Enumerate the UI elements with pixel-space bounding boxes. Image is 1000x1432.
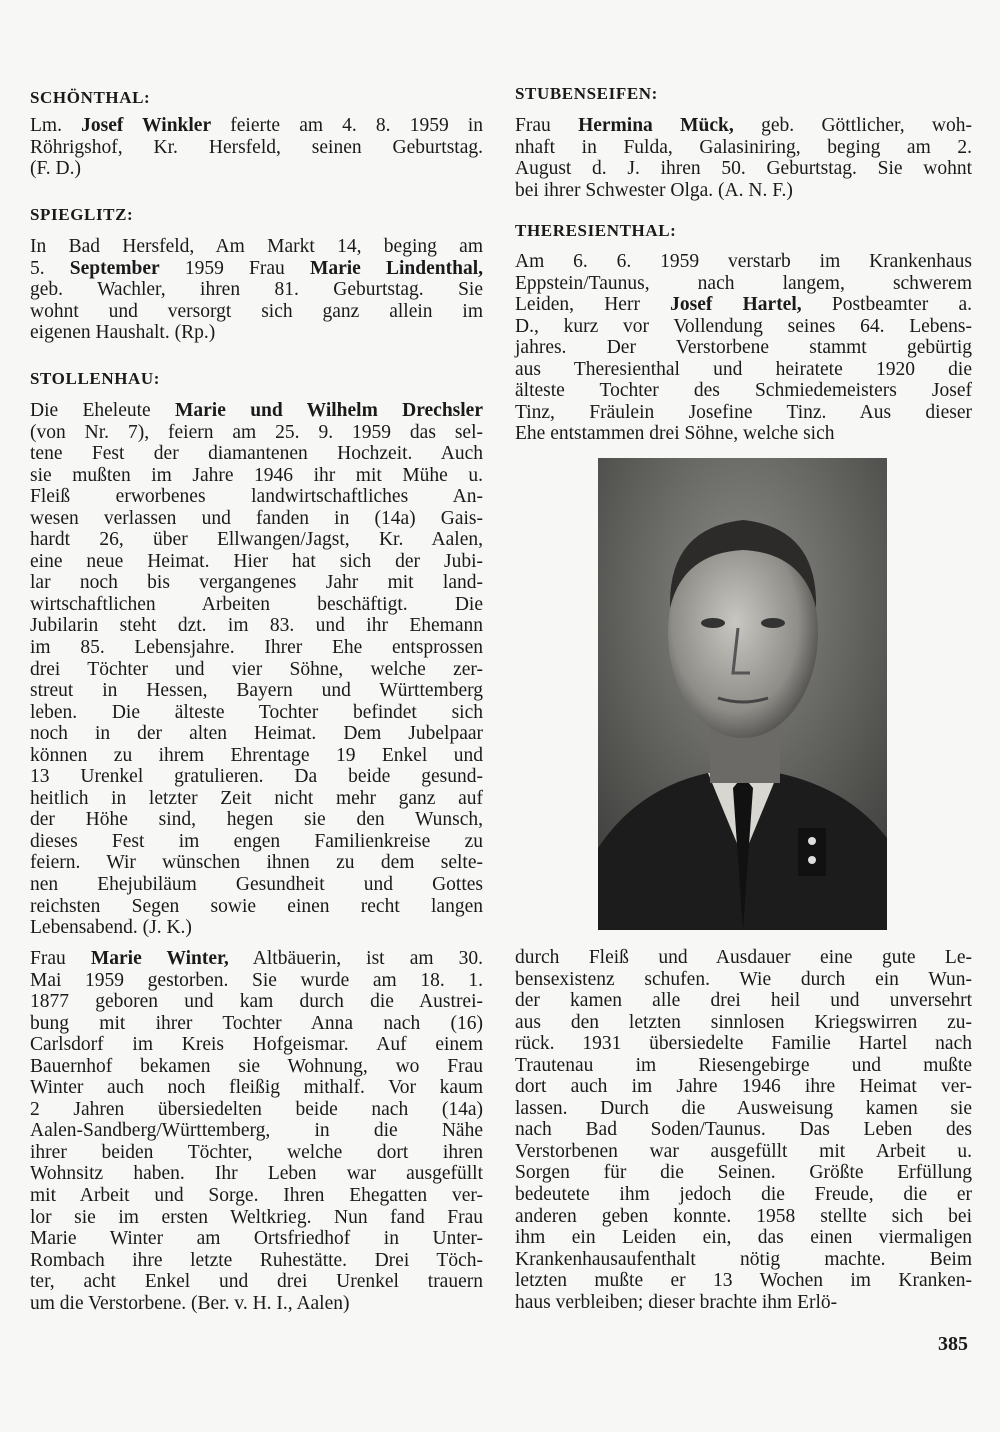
text-line: Ehe entstammen drei Söhne, welche sich: [515, 423, 835, 445]
paragraph: [30, 236, 483, 344]
text-line: ihm ein Leiden ein, das einen viermaligen: [515, 1227, 972, 1249]
text-line: nach Bad Soden/Taunus. Das Leben des: [515, 1119, 972, 1141]
paragraph: [30, 400, 483, 939]
text-line: anderen geben konnte. 1958 stellte sich bei: [515, 1205, 972, 1227]
text-line: Marie Winter am Ortsfriedhof in Unter-: [30, 1228, 483, 1250]
text-line: Trautenau im Riesengebirge und mußte: [515, 1054, 972, 1076]
text-line: ihrer beiden Töchter, welche dort ihren: [30, 1141, 483, 1163]
text-line: tene Fest der diamantenen Hochzeit. Auch: [30, 443, 483, 465]
text-line: drei Töchter und vier Söhne, welche zer-: [30, 658, 483, 680]
section-heading: THERESIENTHAL:: [515, 221, 677, 240]
person-name: Marie Winter,: [90, 948, 229, 969]
paragraph: [515, 947, 972, 1313]
text-line: jahres. Der Verstorbene stammt gebürtig: [515, 337, 972, 359]
paragraph: [515, 115, 972, 201]
text-line: Röhrigshof, Kr. Hersfeld, seinen Geburtstag.: [30, 136, 483, 158]
section-heading: SCHÖNTHAL:: [30, 88, 151, 107]
text-line: hardt 26, über Ellwangen/Jagst, Kr. Aalen,: [30, 529, 483, 551]
text-line: D., kurz vor Vollendung seines 64. Lebens-: [515, 315, 972, 337]
text-line: ter, acht Enkel und drei Urenkel trauern: [30, 1271, 483, 1293]
text-line: Carlsdorf im Kreis Hofgeismar. Auf einem: [30, 1034, 483, 1056]
text-line: Winter auch noch fleißig mithalf. Vor kaum: [30, 1077, 483, 1099]
text-line: sie mußten im Jahre 1946 ihr mit Mühe u.: [30, 464, 483, 486]
text-segment: Frau: [30, 948, 91, 969]
text-line: noch in der alten Heimat. Dem Jubelpaar: [30, 723, 483, 745]
text-line: [515, 115, 972, 137]
text-segment: Die Eheleute: [30, 400, 175, 421]
text-line: August d. J. ihren 50. Geburtstag. Sie wohnt: [515, 158, 972, 180]
text-line: Krankenhausaufenthalt nötig machte. Beim: [515, 1248, 972, 1270]
text-segment: 1959 Frau: [159, 257, 310, 279]
text-line: der Höhe sind, hegen sie den Wunsch,: [30, 809, 483, 831]
portrait-photo: [598, 458, 887, 930]
text-line: wohnt und versorgt sich ganz allein im: [30, 300, 483, 322]
text-line: bensexistenz schufen. Wie durch ein Wun-: [515, 968, 972, 990]
text-line: feiern. Wir wünschen ihnen zu dem selte-: [30, 852, 483, 874]
text-line: nen Ehejubiläum Gesundheit und Gottes: [30, 874, 483, 896]
text-line: heitlich in letzter Zeit nicht mehr ganz auf: [30, 787, 483, 809]
text-line: dort auch im Jahre 1946 ihre Heimat ver-: [515, 1076, 972, 1098]
text-line: Eppstein/Taunus, nach langem, schwerem: [515, 272, 972, 294]
text-line: Jubilarin steht dzt. im 83. und ihr Ehemann: [30, 615, 483, 637]
text-line: können zu ihrem Ehrentage 19 Enkel und: [30, 744, 483, 766]
text-segment: Lm.: [30, 115, 82, 136]
text-line: bei ihrer Schwester Olga. (A. N. F.): [515, 179, 793, 201]
text-segment: Frau: [515, 115, 579, 136]
paragraph: [30, 948, 483, 1314]
text-line: um die Verstorbene. (Ber. v. H. I., Aalen): [30, 1292, 350, 1314]
person-name: Hermina Mück,: [578, 115, 734, 136]
text-line: aus den letzten sinnlosen Kriegswirren zu-: [515, 1011, 972, 1033]
text-line: [30, 948, 483, 970]
text-line: 1877 geboren und kam durch die Austrei-: [30, 991, 483, 1013]
text-line: Verstorbenen war ausgefüllt mit Arbeit u.: [515, 1140, 972, 1162]
text-segment: feierte am 4. 8. 1959 in: [211, 115, 483, 136]
text-segment: Leiden, Herr: [515, 294, 671, 316]
paragraph: [30, 115, 483, 180]
section-heading: STUBENSEIFEN:: [515, 84, 658, 103]
text-line: [30, 115, 483, 137]
text-line: nhaft in Fulda, Galasiniring, beging am 2.: [515, 136, 972, 158]
paragraph: [515, 251, 972, 445]
text-line: In Bad Hersfeld, Am Markt 14, beging am: [30, 236, 483, 257]
text-line: Am 6. 6. 1959 verstarb im Krankenhaus: [515, 251, 972, 272]
text-line: im 85. Lebensjahre. Ihrer Ehe entsprossen: [30, 637, 483, 659]
text-line: Wohnsitz haben. Ihr Leben war ausgefüllt: [30, 1163, 483, 1185]
text-line: Bauernhof bekamen sie Wohnung, wo Frau: [30, 1055, 483, 1077]
section-heading: SPIEGLITZ:: [30, 205, 134, 224]
text-line: haus verbleiben; dieser brachte ihm Erlö-: [515, 1291, 838, 1313]
text-line: 13 Urenkel gratulieren. Da beide gesund-: [30, 766, 483, 788]
text-line: älteste Tochter des Schmiedemeisters Josef: [515, 380, 972, 402]
text-segment: Postbeamter a.: [801, 294, 972, 316]
text-line: eine neue Heimat. Hier hat sich der Jubi-: [30, 550, 483, 572]
text-line: Tinz, Fräulein Josefine Tinz. Aus dieser: [515, 401, 972, 423]
text-line: (F. D.): [30, 158, 81, 180]
text-line: mit Arbeit und Sorge. Ihren Ehegatten ver-: [30, 1185, 483, 1207]
text-segment: geb. Göttlicher, woh-: [733, 115, 972, 136]
text-line: bung mit ihrer Tochter Anna nach (16): [30, 1012, 483, 1034]
text-line: (von Nr. 7), feiern am 25. 9. 1959 das sel-: [30, 421, 483, 443]
text-line: lar noch bis vergangenes Jahr mit land-: [30, 572, 483, 594]
text-line: Fleiß erworbenes landwirtschaftliches An-: [30, 486, 483, 508]
text-line: wesen verlassen und fanden in (14a) Gais-: [30, 507, 483, 529]
text-line: eigenen Haushalt. (Rp.): [30, 322, 216, 344]
text-line: streut in Hessen, Bayern und Württemberg: [30, 680, 483, 702]
text-line: Lebensabend. (J. K.): [30, 917, 192, 939]
text-line: geb. Wachler, ihren 81. Geburtstag. Sie: [30, 279, 483, 301]
person-name: Josef Hartel,: [670, 294, 802, 316]
text-line: [515, 294, 972, 316]
text-line: durch Fleiß und Ausdauer eine gute Le-: [515, 947, 972, 968]
text-line: dieses Fest im engen Familienkreise zu: [30, 830, 483, 852]
text-line: reichsten Segen sowie einen recht langen: [30, 895, 483, 917]
text-line: 2 Jahren übersiedelten beide nach (14a): [30, 1098, 483, 1120]
text-line: Sorgen für die Seinen. Größte Erfüllung: [515, 1162, 972, 1184]
section-heading: STOLLENHAU:: [30, 369, 161, 388]
page-number: 385: [938, 1333, 968, 1355]
text-line: Aalen-Sandberg/Württemberg, in die Nähe: [30, 1120, 483, 1142]
text-line: leben. Die älteste Tochter befindet sich: [30, 701, 483, 723]
text-segment: Altbäuerin, ist am 30.: [228, 948, 483, 969]
person-name: Marie und Wilhelm Drechsler: [175, 400, 483, 421]
text-line: Rombach ihre letzte Ruhestätte. Drei Töch-: [30, 1249, 483, 1271]
text-line: [30, 400, 483, 422]
text-line: bedeutete ihm jedoch die Freude, die er: [515, 1184, 972, 1206]
text-segment: 5.: [30, 257, 70, 279]
text-line: [30, 258, 483, 280]
text-line: Mai 1959 gestorben. Sie wurde am 18. 1.: [30, 969, 483, 991]
text-line: lassen. Durch die Ausweisung kamen sie: [515, 1097, 972, 1119]
person-name: September: [69, 257, 160, 279]
text-line: rück. 1931 übersiedelte Familie Hartel nach: [515, 1033, 972, 1055]
text-line: letzten mußte er 13 Wochen im Kranken-: [515, 1270, 972, 1292]
person-name: Josef Winkler: [81, 115, 212, 136]
person-name: Marie Lindenthal,: [309, 257, 483, 279]
text-line: wirtschaftlichen Arbeiten beschäftigt. Die: [30, 593, 483, 615]
text-line: der kamen alle drei heil und unversehrt: [515, 990, 972, 1012]
text-line: lor sie im ersten Weltkrieg. Nun fand Frau: [30, 1206, 483, 1228]
text-line: aus Theresienthal und heiratete 1920 die: [515, 358, 972, 380]
